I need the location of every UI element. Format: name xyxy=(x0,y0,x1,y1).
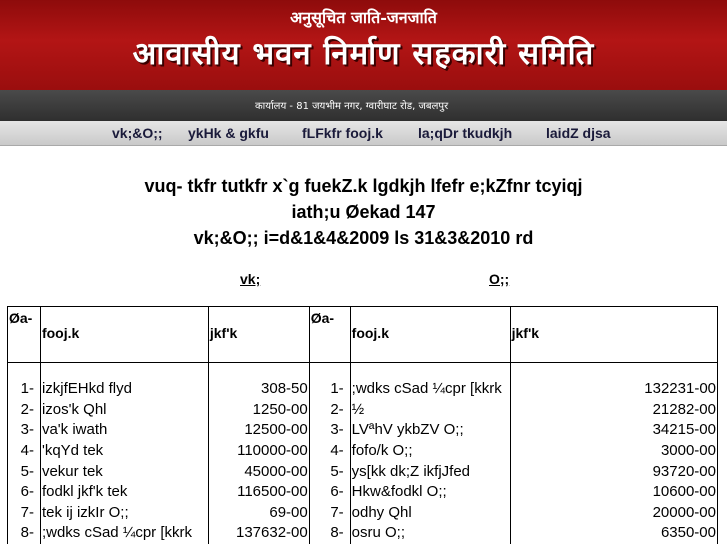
table-row xyxy=(8,461,718,482)
table-row xyxy=(8,482,718,503)
column-header: fooj.k xyxy=(40,307,208,363)
spacer-row xyxy=(8,363,718,380)
income-serial: 3- xyxy=(8,420,41,441)
statement-period: vk;&O;; i=d&1&4&2009 ls 31&3&2010 rd xyxy=(193,228,534,248)
income-amount: 12500-00 xyxy=(208,420,309,441)
income-amount: 308-50 xyxy=(208,379,309,400)
table-row xyxy=(8,400,718,421)
income-amount: 69-00 xyxy=(208,503,309,524)
income-amount: 110000-00 xyxy=(208,441,309,462)
expense-serial: 3- xyxy=(309,420,350,441)
table-row xyxy=(8,420,718,441)
nav-item-income-expense[interactable]: vk;&O;; xyxy=(112,125,163,141)
income-description: vekur tek xyxy=(40,461,208,482)
income-description: izos'k Qhl xyxy=(40,400,208,421)
income-description: izkjfEHkd flyd xyxy=(40,379,208,400)
income-serial: 4- xyxy=(8,441,41,462)
column-header: fooj.k xyxy=(350,307,510,363)
expense-description: LVªhV ykbZV O;; xyxy=(350,420,510,441)
address-bar xyxy=(0,90,727,121)
expense-amount: 34215-00 xyxy=(510,420,717,441)
income-amount: 45000-00 xyxy=(208,461,309,482)
expense-serial: 7- xyxy=(309,503,350,524)
expense-amount: 93720-00 xyxy=(510,461,717,482)
table-row xyxy=(8,379,718,400)
income-amount: 1250-00 xyxy=(208,400,309,421)
table-row xyxy=(8,523,718,544)
income-description: ;wdks cSad ¼cpr [kkrk xyxy=(40,523,208,544)
column-header: jkf'k xyxy=(208,307,309,363)
expense-amount: 10600-00 xyxy=(510,482,717,503)
income-serial: 2- xyxy=(8,400,41,421)
header-tagline: अनुसूचित जाति-जनजाति xyxy=(290,8,437,27)
column-header: jkf'k xyxy=(510,307,717,363)
income-serial: 1- xyxy=(8,379,41,400)
income-serial: 5- xyxy=(8,461,41,482)
site-header xyxy=(0,0,727,90)
expense-description: ys[kk dk;Z ikfjJfed xyxy=(350,461,510,482)
expense-serial: 6- xyxy=(309,482,350,503)
site-title: आवासीय भवन निर्माण सहकारी समिति xyxy=(132,36,595,72)
table-row xyxy=(8,503,718,524)
income-serial: 8- xyxy=(8,523,41,544)
expense-serial: 8- xyxy=(309,523,350,544)
expense-section-label: O;; xyxy=(489,271,510,287)
expense-amount: 6350-00 xyxy=(510,523,717,544)
income-description: va'k iwath xyxy=(40,420,208,441)
column-header: Øa- xyxy=(8,307,41,363)
income-section-label: vk; xyxy=(240,271,261,287)
expense-amount: 3000-00 xyxy=(510,441,717,462)
expense-amount: 132231-00 xyxy=(510,379,717,400)
expense-description: ½ xyxy=(350,400,510,421)
expense-serial: 5- xyxy=(309,461,350,482)
column-header: Øa- xyxy=(309,307,350,363)
expense-description: osru O;; xyxy=(350,523,510,544)
income-serial: 7- xyxy=(8,503,41,524)
income-expense-table xyxy=(7,306,718,544)
nav-item-status-statement[interactable]: fLFkfr fooj.k xyxy=(302,125,383,141)
expense-amount: 20000-00 xyxy=(510,503,717,524)
expense-description: Hkw&fodkl O;; xyxy=(350,482,510,503)
table-header-row xyxy=(8,307,718,363)
income-description: fodkl jkf'k tek xyxy=(40,482,208,503)
expense-description: odhy Qhl xyxy=(350,503,510,524)
expense-description: ;wdks cSad ¼cpr [kkrk xyxy=(350,379,510,400)
office-address: कार्यालय - 81 जयभीम नगर, ग्वारीघाट रोड, जबलपुर xyxy=(255,101,449,112)
registration-number: iath;u Øekad 147 xyxy=(291,202,436,222)
table-row xyxy=(8,441,718,462)
nav-item-joint-info[interactable]: la;qDr tkudkjh xyxy=(418,125,513,141)
expense-amount: 21282-00 xyxy=(510,400,717,421)
expense-description: fofo/k O;; xyxy=(350,441,510,462)
nav-item-profit-loss[interactable]: ykHk & gkfu xyxy=(188,125,269,141)
income-amount: 116500-00 xyxy=(208,482,309,503)
income-description: tek ij izkIr O;; xyxy=(40,503,208,524)
income-amount: 137632-00 xyxy=(208,523,309,544)
expense-serial: 2- xyxy=(309,400,350,421)
income-serial: 6- xyxy=(8,482,41,503)
expense-serial: 4- xyxy=(309,441,350,462)
income-description: 'kqYd tek xyxy=(40,441,208,462)
nav-item-contact[interactable]: laidZ djsa xyxy=(546,125,611,141)
expense-serial: 1- xyxy=(309,379,350,400)
main-nav xyxy=(0,121,727,146)
page-title: vuq- tkfr tutkfr x`g fuekZ.k lgdkjh lfefr e;kZfnr tcyiqj xyxy=(144,176,583,196)
